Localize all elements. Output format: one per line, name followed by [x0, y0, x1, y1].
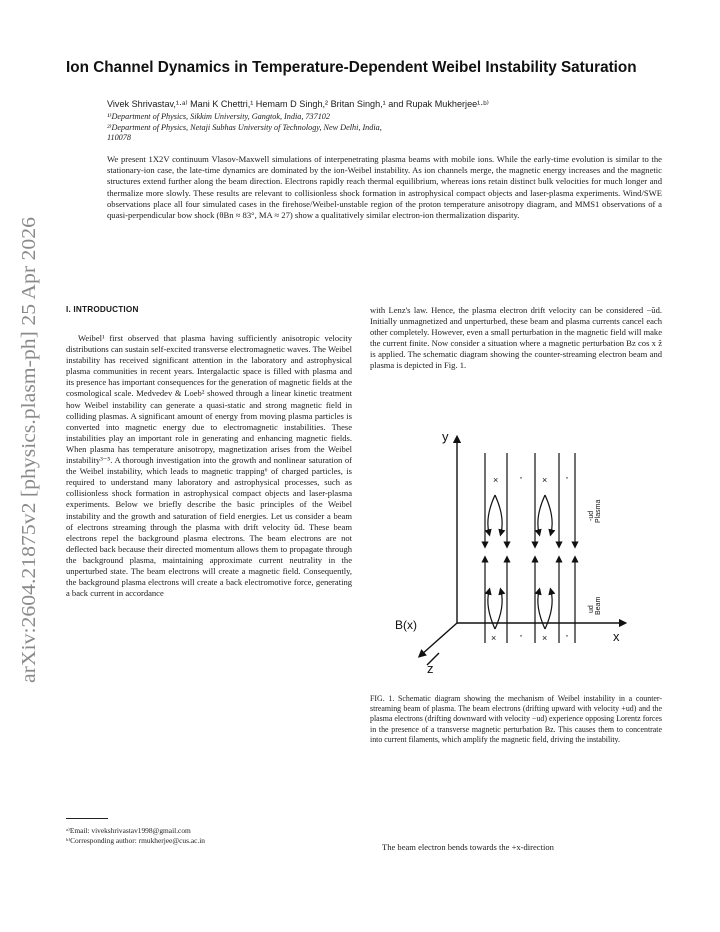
right-column-top — [370, 305, 662, 372]
footnote-email: ᵃ⁾Email: vivekshrivastav1998@gmail.com — [66, 826, 191, 835]
plasma-dot: · — [519, 470, 523, 484]
figure-1 — [385, 425, 665, 676]
beam-dot: · — [565, 628, 569, 642]
beam-dot: · — [519, 628, 523, 642]
arxiv-id: arXiv:2604.21875v2 [physics.plasm-ph] 25 Apr 2026 — [19, 264, 40, 683]
footnote-corresponding-author: ᵇ⁾Corresponding author: rmukherjee@cus.ac.in — [66, 836, 205, 845]
affiliation-2: ²⁾Department of Physics, Netaji Subhas University of Technology, New Delhi, India, — [107, 122, 382, 132]
b-field-label: B(x) — [395, 618, 417, 632]
x-axis-label: x — [613, 629, 620, 644]
author-list: Vivek Shrivastav,¹·ᵃ⁾ Mani K Chettri,¹ Hemam D Singh,² Britan Singh,¹ and Rupak Mukherjee¹·ᵇ⁾ — [107, 99, 489, 109]
figure-1-caption: FIG. 1. Schematic diagram showing the mechanism of Weibel instability in a counter-streaming beam of plasma. The beam electrons (drifting upward with velocity +ud) and the plasma electrons (drifting downward with velocity −ud) experience opposing Lorentz forces in the presence of a transverse magnetic perturbation Bz. This causes them to concentrate into current filaments, which amplify the magnetic field, driving the instability. — [370, 694, 662, 744]
affiliation-2-postcode: 110078 — [107, 133, 131, 142]
paper-title: Ion Channel Dynamics in Temperature-Dependent Weibel Instability Saturation — [66, 59, 637, 76]
intro-paragraph: Weibel¹ first observed that plasma having sufficiently anisotropic velocity distributions can sustain self-excited transverse electromagnetic waves. The Weibel instability has received significant attention in the laboratory and astrophysical plasma communities in recent years. Intergalactic space is filled with plasma and its presence has important consequences for the generation of magnetic fields at the cosmological scale. Medvedev & Loeb² showed through a linear kinetic treatment how Weibel instability can generate a quasi-static and strong magnetic field in colliding plasmas. A significant amount of energy from moving plasma particles is converted into magnetic energy due to electromagnetic instabilities. These instabilities play an important role in generating and enhancing magnetic fields. When plasma has temperature anisotropy, magnetization arises from the Weibel instability³⁻⁵. A thorough investigation into the growth and nonlinear saturation of the Weibel instability, which leads to magnetic trapping⁶ of charged particles, is required to understand many laboratory and astrophysical processes, such as collisionless shock formation in astrophysical compact objects and laser-plasma experiments. Below we briefly describe the basic principles of the Weibel instability and the growth and saturation of field energies. Let us consider a beam of electrons streaming through the plasma with drift velocity ūd. These beam electrons repel the background plasma electrons. The beam electrons are not deflected back because their directed momentum allows them to propagate through the background plasma, maintaining approximate current neutrality in the unperturbed state. The beam electrons will create a magnetic field. Consequently, the background plasma electrons will create a back electromotive force, generating a back current in accordance — [66, 333, 352, 599]
beam-cross: × — [491, 633, 497, 643]
z-axis-label: z — [427, 661, 434, 676]
plasma-current-lines — [485, 453, 575, 545]
plasma-label: Plasma — [595, 499, 602, 523]
section-heading-introduction: I. INTRODUCTION — [66, 305, 139, 314]
abstract: We present 1X2V continuum Vlasov-Maxwell simulations of interpenetrating plasma beams with mobile ions. While the early-time evolution is similar to the stationary-ion case, the late-time dynamics are dominated by the ion-Weibel instability. As ion channels merge, the magnetic energy increases and the magnetic structures extend further along the beam direction. Electrons rapidly reach thermal equilibrium, whereas ions retain distinct bulk velocities for much longer and thermalize more slowly. These results are relevant to collisionless shock formation in astrophysical compact objects and laser-plasma experiments. Wind/SWE observations place all four simulated cases in the firehose/Weibel-unstable region of the proton temperature anisotropy diagram, and MMS1 observations of a quasi-perpendicular bow shock (θBn ≈ 83°, MA ≈ 27) show a qualitatively similar electron-ion thermalization disparity. — [107, 154, 662, 221]
z-axis — [421, 623, 457, 655]
beam-cross: × — [542, 633, 548, 643]
plasma-cross: × — [542, 475, 548, 485]
beam-label: Beam — [595, 596, 602, 615]
body-text-continuation: The beam electron bends towards the +x-direction — [382, 842, 554, 852]
arxiv-stamp — [6, 215, 46, 685]
footnote-rule — [66, 818, 108, 819]
affiliation-1: ¹⁾Department of Physics, Sikkim University, Gangtok, India, 737102 — [107, 112, 330, 121]
plasma-cross: × — [493, 475, 499, 485]
right-column-bottom — [370, 842, 662, 853]
beam-current-lines — [485, 559, 575, 643]
plasma-velocity-label: -ud — [588, 510, 595, 521]
left-column — [66, 333, 352, 599]
beam-velocity-label: ud — [588, 605, 595, 613]
y-axis-label: y — [442, 429, 449, 444]
plasma-dot: · — [565, 470, 569, 484]
intro-paragraph-continued: with Lenz's law. Hence, the plasma electron drift velocity can be considered −ūd. Initially unmagnetized and unperturbed, these beam and plasma currents cancel each other completely. However, even a small perturbation in the magnetic field will make the current finite. Now consider a situation where a magnetic perturbation Bz cos x ẑ is applied. The schematic diagram showing the counter-streaming electron beam and plasma is depicted in Fig. 1. — [370, 305, 662, 371]
